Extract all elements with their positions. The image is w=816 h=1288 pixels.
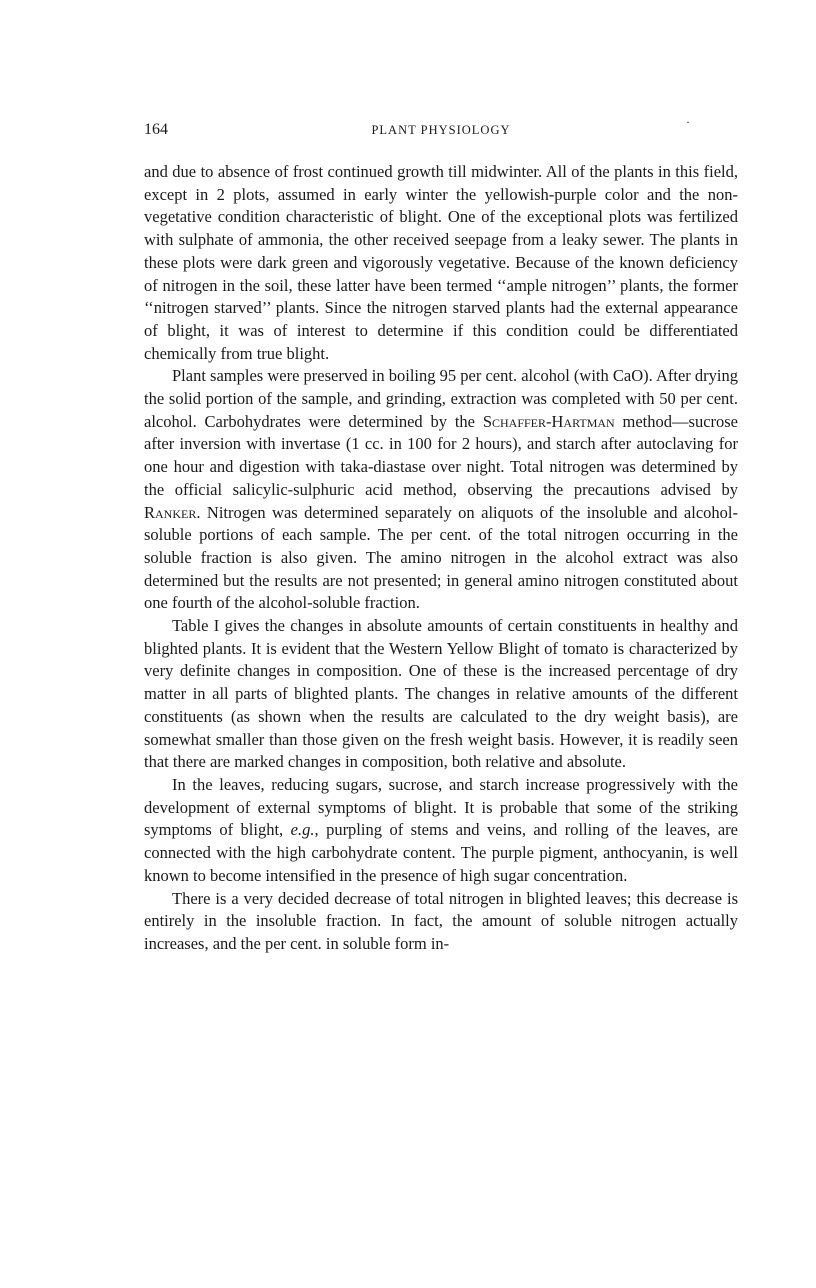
author-name-ranker: Ranker — [144, 502, 197, 522]
paragraph-continued: and due to absence of frost continued growth till midwinter. All of the plants in this field, except in 2 plots, assumed in early winter the yellowish-purple color and the non-vegetative condition characteristic of blight. One of the exceptional plots was fertilized with sulphate of ammonia, the other received seepage from a leaky sewer. The plants in these plots were dark green and vigorously vegetative. Because of the known deficiency of nitrogen in the soil, these latter have been termed ‘‘ample nitrogen’’ plants, the former ‘‘nitrogen starved’’ plants. Since the nitrogen starved plants had the external appearance of blight, it was of interest to determine if this condition could be differentiated chemically from true blight. — [144, 162, 738, 363]
paragraph-methods: Plant samples were preserved in boiling 95 per cent. alcohol (with CaO). After drying the solid portion of the sample, and grinding, extraction was completed with 50 per cent. alcohol. Carbohydrates were determined by the Schaffer-Hartman method—sucrose after inversion with invertase (1 cc. in 100 for 2 hours), and starch after autoclaving for one hour and digestion with taka-diastase over night. Total nitrogen was determined by the official salicylic-sulphuric acid method, observing the precautions advised by Ranker. Nitrogen was determined separately on aliquots of the insoluble and alcohol-soluble portions of each sample. The per cent. of the total nitrogen occurring in the soluble fraction is also given. The amino nitrogen in the alcohol extract was also determined but the results are not presented; in general amino nitrogen constituted about one fourth of the alcohol-soluble fraction. — [144, 366, 739, 613]
running-head — [144, 115, 738, 143]
body-text — [144, 161, 738, 956]
author-name-schaffer-hartman: Schaffer-Hartman — [482, 411, 615, 431]
paragraph-leaves: In the leaves, reducing sugars, sucrose, and starch increase progressively with the development of external symptoms of blight. It is probable that some of the striking symptoms of blight, e.g., purpling of stems and veins, and rolling of the leaves, are connected with the high carbohydrate content. The purple pigment, anthocyanin, is well known to become intensified in the presence of high sugar concentration. — [144, 774, 738, 885]
header-dot: · — [686, 115, 690, 129]
abbreviation-eg: e.g. — [290, 820, 315, 840]
page-number: 164 — [144, 121, 168, 138]
paragraph-nitrogen: There is a very decided decrease of total nitrogen in blighted leaves; this decrease is entirely in the insoluble fraction. In fact, the amount of soluble nitrogen actually increases, and the per cent. in soluble form in- — [144, 888, 738, 953]
journal-title: PLANT PHYSIOLOGY — [371, 123, 511, 137]
paragraph-table-summary: Table I gives the changes in absolute amounts of certain constituents in healthy and blighted plants. It is evident that the Western Yellow Blight of tomato is characterized by very definite changes in composition. One of these is the increased percentage of dry matter in all parts of blighted plants. The changes in relative amounts of the different constituents (as shown when the results are calculated to the dry weight basis), are somewhat smaller than those given on the fresh weight basis. However, it is readily seen that there are marked changes in composition, both relative and absolute. — [144, 616, 738, 772]
